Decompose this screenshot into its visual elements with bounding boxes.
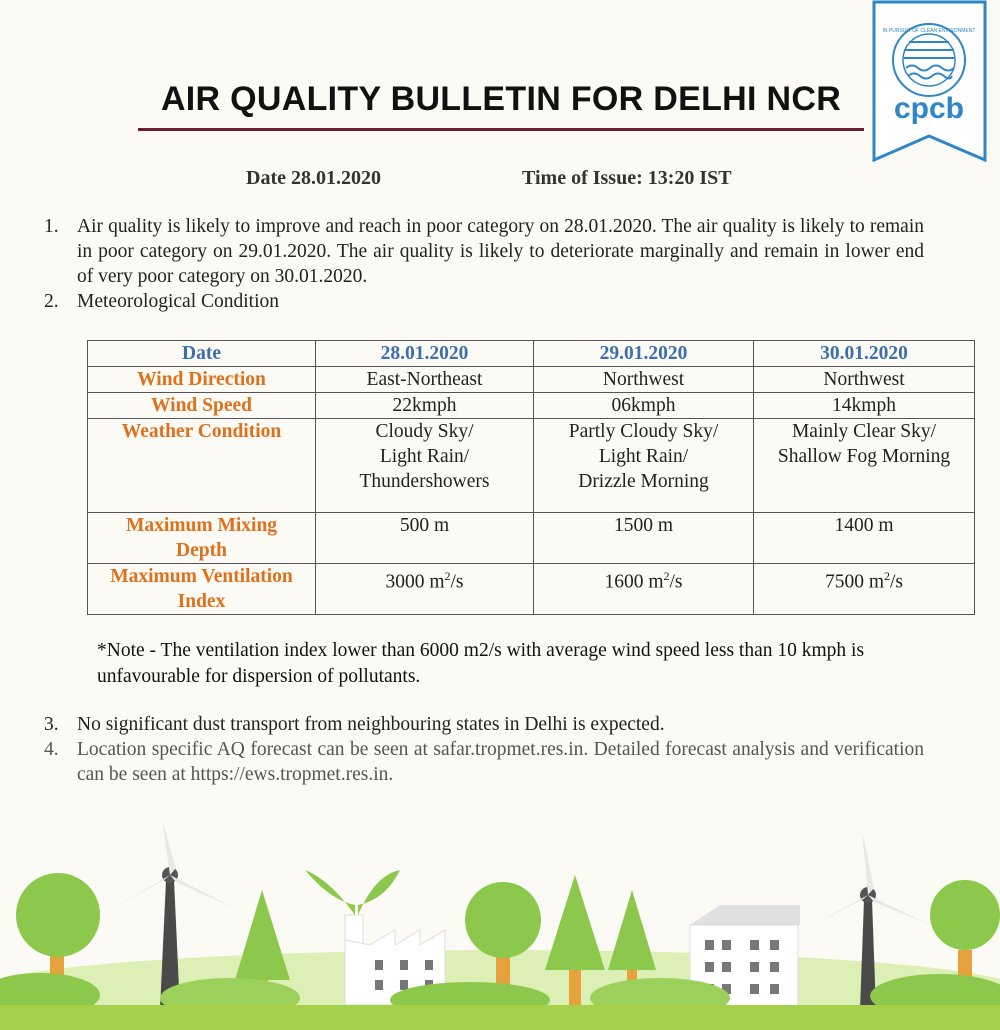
page-title: AIR QUALITY BULLETIN FOR DELHI NCR [160, 80, 842, 118]
table-row: Date 28.01.2020 29.01.2020 30.01.2020 [88, 341, 975, 367]
title-underline [138, 128, 864, 131]
bulletin-points-bottom [40, 712, 924, 787]
table-row: Weather Condition Cloudy Sky/ Light Rain/ Thundershowers Partly Cloudy Sky/ Light Rain/ Drizzle Morning Mainly Clear Sky/ Shallow Fog Morning [88, 419, 975, 513]
svg-text:IN PURSUIT OF CLEAN ENVIRONMEN: IN PURSUIT OF CLEAN ENVIRONMENT [882, 28, 976, 34]
meteorological-table [87, 340, 975, 615]
issue-time: Time of Issue: 13:20 IST [522, 167, 732, 189]
green-city-illustration [0, 820, 1000, 1030]
bulletin-points-top [40, 214, 924, 314]
list-item: 3. No significant dust transport from neighbouring states in Delhi is expected. [44, 714, 665, 735]
air-quality-forecast-text: Air quality is likely to improve and reach in poor category on 28.01.2020. The air quality is likely to remain in poor category on 29.01.2020. The air quality is likely to deteriorate marginally and remain in lower end of very poor category on 30.01.2020. [77, 216, 924, 287]
table-row: Maximum Mixing Depth 500 m 1500 m 1400 m [88, 513, 975, 564]
dust-transport-text: No significant dust transport from neighbouring states in Delhi is expected. [77, 714, 665, 735]
bulletin-date: Date 28.01.2020 [246, 167, 381, 189]
table-row: Maximum Ventilation Index 3000 $m^2/s$ 1600 $m^2/s$ 7500 $m^2/s$ [88, 564, 975, 615]
list-item: 4. Location specific AQ forecast can be seen at safar.tropmet.res.in. Detailed forecast analysis and verification can be seen at https://ews.tropmet.res.in. [44, 739, 924, 785]
meteorological-heading: Meteorological Condition [77, 291, 280, 312]
table-row: Wind Speed 22kmph 06kmph 14kmph [88, 393, 975, 419]
cpcb-logo-text: cpcb [893, 92, 965, 125]
list-item: 2. Meteorological Condition [44, 291, 280, 312]
forecast-links-text: Location specific AQ forecast can be seen at safar.tropmet.res.in. Detailed forecast analysis and verification can be seen at https://ews.tropmet.res.in. [77, 739, 924, 785]
table-row: Wind Direction East-Northeast Northwest Northwest [88, 367, 975, 393]
cpcb-logo [872, 0, 987, 162]
list-item: 1. Air quality is likely to improve and reach in poor category on 28.01.2020. The air quality is likely to remain in poor category on 29.01.2020. The air quality is likely to deteriorate marginally and remain in lower end of very poor category on 30.01.2020. [44, 216, 924, 287]
ventilation-note: *Note - The ventilation index lower than 6000 m2/s with average wind speed less than 10 kmph is unfavourable for dispersion of pollutants. [97, 640, 865, 687]
